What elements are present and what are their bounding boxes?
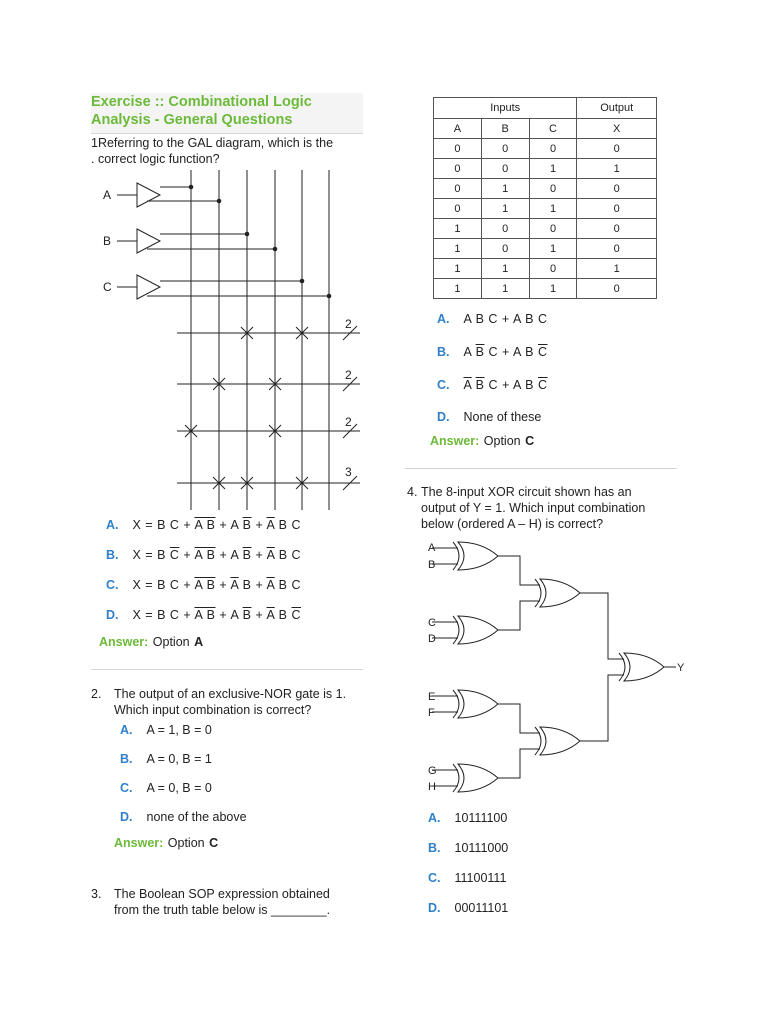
complemented-term: $\overline{C}$ (169, 548, 180, 562)
complemented-term: $\overline{A}$ (266, 608, 275, 622)
q1-divider (91, 669, 363, 670)
answer-label: Answer: (99, 635, 149, 649)
expression-term: B C (274, 548, 302, 562)
table-cell: 0 (481, 139, 529, 159)
expression-term: A (463, 345, 476, 359)
table-cell: 1 (434, 239, 482, 259)
complemented-term: $\overline{C}$ (537, 345, 548, 359)
q1-answer (99, 633, 203, 651)
option-text: None of these (463, 410, 542, 424)
q2-option-b[interactable] (120, 752, 247, 781)
q4-option-d[interactable] (428, 901, 508, 925)
option-letter: A. (437, 312, 450, 326)
q3-option-a[interactable] (437, 312, 548, 345)
complemented-term: A B (194, 548, 216, 562)
table-header: B (481, 119, 529, 139)
option-letter: D. (437, 410, 450, 424)
complemented-term: $\overline{B}$ (475, 378, 485, 392)
table-cell: 1 (529, 199, 577, 219)
expression-term: X = B C + (132, 608, 195, 622)
q1-text-line1: Referring to the GAL diagram, which is the (97, 136, 334, 150)
complemented-term: $\overline{C}$ (537, 378, 548, 392)
table-cell: 0 (529, 219, 577, 239)
option-letter: C. (437, 378, 450, 392)
option-text: none of the above (146, 810, 247, 824)
table-cell: 1 (481, 259, 529, 279)
answer-value: A (194, 635, 204, 649)
expression-term: A B C + A B C (463, 312, 548, 326)
option-letter: D. (428, 901, 441, 915)
q4-text-line1: The 8-input XOR circuit shown has an (421, 485, 632, 499)
option-text: A = 0, B = 0 (146, 781, 212, 795)
table-cell: 0 (577, 279, 657, 299)
xor-input-b: B (428, 559, 436, 571)
truth-table-group-inputs: Inputs (434, 98, 577, 119)
table-cell: 0 (434, 179, 482, 199)
q1-text-line2: . correct logic function? (91, 152, 220, 166)
q3-question (91, 886, 366, 918)
table-header: A (434, 119, 482, 139)
table-cell: 1 (434, 259, 482, 279)
option-letter: D. (120, 810, 133, 824)
truth-table-header-row (434, 119, 657, 139)
expression-term: + (179, 548, 195, 562)
expression-term: + A (215, 518, 243, 532)
answer-text: Option (483, 434, 521, 448)
table-row (434, 199, 657, 219)
table-cell: 0 (577, 179, 657, 199)
complemented-term: $\overline{A}$ (266, 578, 275, 592)
complemented-term: $\overline{A}$ (230, 578, 239, 592)
expression-term: + A (215, 608, 243, 622)
complemented-term: $\overline{C}$ (291, 608, 302, 622)
q4-option-a[interactable] (428, 811, 508, 841)
q4-text-line2: output of Y = 1. Which input combination (421, 501, 646, 515)
gal-row-label-4: 3 (345, 465, 352, 479)
xor-output-y: Y (677, 662, 685, 674)
gal-input-a: A (103, 188, 112, 202)
page-title-line2: Analysis - General Questions (91, 112, 293, 128)
xor-input-f: F (428, 707, 435, 719)
table-cell: 1 (434, 279, 482, 299)
xor-input-c: C (428, 617, 436, 629)
answer-label: Answer: (430, 434, 480, 448)
q3-option-c[interactable] (437, 378, 548, 410)
q1-option-d[interactable] (106, 608, 366, 632)
table-row (434, 259, 657, 279)
q2-question (91, 686, 366, 718)
option-expression (464, 312, 548, 326)
table-header: X (577, 119, 657, 139)
table-cell: 1 (529, 239, 577, 259)
table-cell: 0 (529, 259, 577, 279)
option-expression (133, 608, 302, 622)
gal-row-label-2: 2 (345, 368, 352, 382)
table-header: C (529, 119, 577, 139)
table-row (434, 179, 657, 199)
table-cell: 0 (529, 139, 577, 159)
expression-term: B (274, 608, 292, 622)
q4-options (428, 811, 508, 925)
q2-option-a[interactable] (120, 723, 247, 752)
expression-term: B C (274, 578, 302, 592)
expression-term: C + A B (484, 378, 538, 392)
option-text: A = 0, B = 1 (146, 752, 212, 766)
expression-term: X = B C + (132, 518, 195, 532)
xor-input-e: E (428, 691, 436, 703)
expression-term: X = B (132, 548, 170, 562)
table-cell: 1 (434, 219, 482, 239)
q3-options (437, 312, 548, 432)
option-letter: A. (120, 723, 133, 737)
table-row (434, 239, 657, 259)
q3-divider (405, 468, 677, 469)
table-cell: 1 (529, 159, 577, 179)
q1-number: 1 (91, 136, 98, 150)
answer-text: Option (152, 635, 190, 649)
expression-term: + (251, 518, 267, 532)
expression-term: + (251, 548, 267, 562)
q2-option-d[interactable] (120, 810, 247, 834)
complemented-term: $\overline{B}$ (242, 608, 252, 622)
q3-text-line1: The Boolean SOP expression obtained (114, 887, 330, 901)
expression-term: + (215, 578, 231, 592)
table-cell: 0 (529, 179, 577, 199)
xor-input-g: G (428, 765, 437, 777)
complemented-term: $\overline{B}$ (475, 345, 485, 359)
xor-input-h: H (428, 781, 436, 793)
option-expression (464, 378, 548, 392)
table-row (434, 139, 657, 159)
table-cell: 0 (577, 199, 657, 219)
complemented-term: A B (194, 518, 216, 532)
truth-table (433, 97, 657, 299)
option-expression (464, 345, 548, 359)
table-cell: 1 (577, 159, 657, 179)
option-letter: A. (428, 811, 441, 825)
table-row (434, 159, 657, 179)
table-row (434, 219, 657, 239)
table-cell: 1 (481, 279, 529, 299)
option-text: 00011101 (454, 901, 509, 915)
q1-options (106, 518, 366, 632)
option-letter: C. (428, 871, 441, 885)
gal-row-label-1: 2 (345, 317, 352, 331)
option-letter: A. (106, 518, 119, 532)
table-cell: 0 (481, 219, 529, 239)
q3-text-line2: from the truth table below is ________. (114, 903, 331, 917)
complemented-term: $\overline{B}$ (242, 548, 252, 562)
option-letter: B. (428, 841, 441, 855)
q4-option-b[interactable] (428, 841, 508, 871)
q4-question (407, 484, 687, 532)
option-letter: C. (120, 781, 133, 795)
option-letter: B. (437, 345, 450, 359)
table-cell: 1 (577, 259, 657, 279)
q1-option-c[interactable] (106, 578, 366, 608)
table-cell: 0 (481, 239, 529, 259)
option-expression (133, 548, 302, 562)
q2-number: 2. (91, 687, 102, 701)
complemented-term: $\overline{A}$ (463, 378, 472, 392)
q4-option-c[interactable] (428, 871, 508, 901)
truth-table-body (434, 139, 657, 299)
expression-term: C + A B (484, 345, 538, 359)
q3-answer (430, 432, 534, 450)
gal-diagram (95, 165, 370, 515)
q2-options (120, 723, 247, 834)
q1-question (91, 135, 366, 167)
title-divider (91, 133, 363, 134)
complemented-term: A B (194, 608, 216, 622)
gal-row-label-3: 2 (345, 415, 352, 429)
q1-option-a[interactable] (106, 518, 366, 548)
gal-input-b: B (103, 234, 112, 248)
gal-input-c: C (103, 280, 112, 294)
table-cell: 0 (434, 159, 482, 179)
expression-term: + (251, 608, 267, 622)
q3-option-d[interactable] (437, 410, 548, 432)
page-title (91, 93, 363, 133)
expression-term: B + (238, 578, 267, 592)
option-text: A = 1, B = 0 (146, 723, 212, 737)
answer-label: Answer: (114, 836, 164, 850)
q1-option-b[interactable] (106, 548, 366, 578)
page-title-line1: Exercise :: Combinational Logic (91, 94, 312, 110)
table-cell: 0 (577, 239, 657, 259)
option-expression (133, 578, 302, 592)
expression-term: + A (215, 548, 243, 562)
answer-text: Option (167, 836, 205, 850)
table-cell: 0 (434, 139, 482, 159)
answer-value: C (209, 836, 219, 850)
option-letter: B. (106, 548, 119, 562)
xor-input-a: A (428, 542, 436, 554)
xor-tree-diagram (420, 535, 685, 800)
option-text: 10111100 (454, 811, 508, 825)
expression-term: X = B C + (132, 578, 195, 592)
q4-text-line3: below (ordered A – H) is correct? (421, 517, 604, 531)
table-cell: 0 (577, 139, 657, 159)
q2-text-line2: Which input combination is correct? (114, 703, 312, 717)
option-text: 11100111 (454, 871, 507, 885)
complemented-term: A B (194, 578, 216, 592)
expression-term: B C (274, 518, 302, 532)
complemented-term: $\overline{A}$ (266, 548, 275, 562)
option-letter: C. (106, 578, 119, 592)
table-cell: 1 (481, 199, 529, 219)
q2-answer (114, 834, 218, 852)
q3-number: 3. (91, 887, 102, 901)
option-expression (133, 518, 302, 532)
table-cell: 0 (481, 159, 529, 179)
complemented-term: $\overline{B}$ (242, 518, 252, 532)
table-cell: 0 (434, 199, 482, 219)
option-text: 10111000 (454, 841, 509, 855)
answer-value: C (525, 434, 535, 448)
table-cell: 0 (577, 219, 657, 239)
table-row (434, 279, 657, 299)
option-letter: B. (120, 752, 133, 766)
q4-number: 4. (407, 485, 418, 499)
table-cell: 1 (481, 179, 529, 199)
table-cell: 1 (529, 279, 577, 299)
q3-option-b[interactable] (437, 345, 548, 378)
option-letter: D. (106, 608, 119, 622)
q2-option-c[interactable] (120, 781, 247, 810)
xor-input-d: D (428, 633, 436, 645)
truth-table-group-output: Output (577, 98, 657, 119)
complemented-term: $\overline{A}$ (266, 518, 275, 532)
q2-text-line1: The output of an exclusive-NOR gate is 1. (114, 687, 347, 701)
